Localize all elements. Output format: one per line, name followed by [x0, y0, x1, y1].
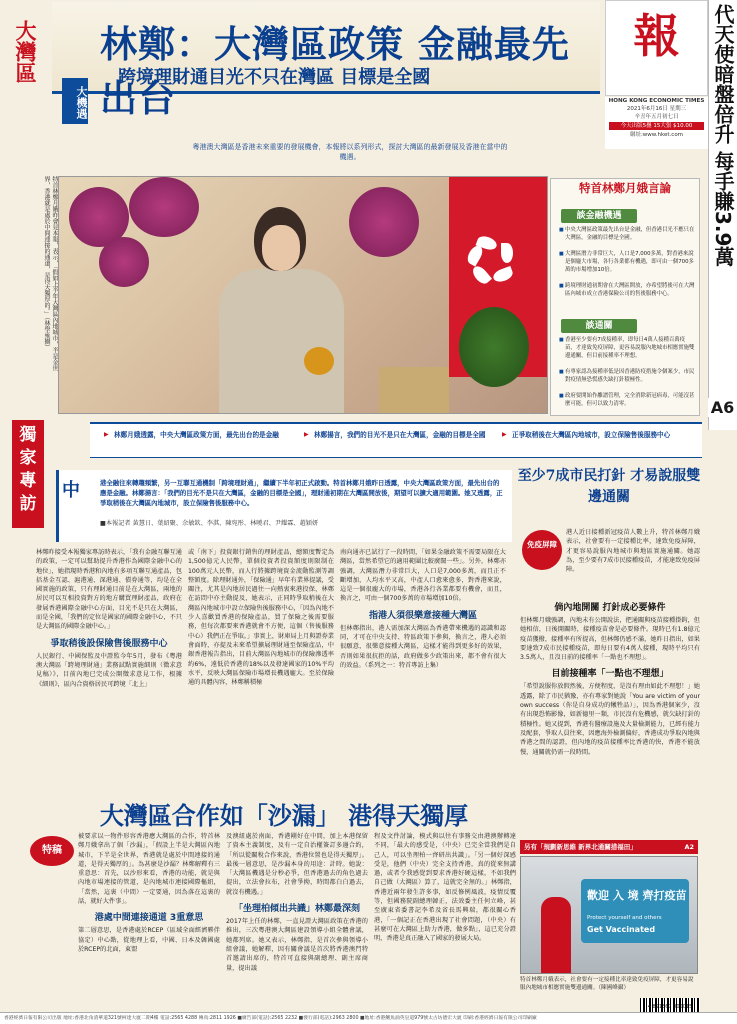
quote-section-border: 談通關	[561, 319, 637, 333]
article-paragraph: 南向通亦已試行了一段時間，「如果金融政策不需要局限在大灣區，當然希望它的適用範圍比較廣闊一些」。另外，林鄭亦強調，大灣區潛力非常巨大，人口是7,000多萬，而且正不斷增加，人均水平又高，中產人口愈來愈多，對香港來說，這是一個很龐大的市場，香港各行各業都要有機會，而且，換言之，可由一個700多萬的市場增加10倍。	[340, 549, 506, 603]
quote-item: ■ 香港至少要有7成接種率，即每日4萬人接種百萬疫苗，才達致免疫屏障，更容易說服內地城市相應實施雙邊通關，但目前接種率不理想。	[559, 337, 695, 360]
article-paragraph: 人民銀行、中國保監及中證監今年5月，發布《粵港澳大灣區「跨境理財通」業務試點實施細則（徵求意見稿）》，目前內地已完成公開徵求意見工作，根據《細則》，區內合資格居民可跨境「北上」	[36, 652, 182, 688]
quote-item: ■ 大灣區潛力非常巨大，人口是7,000多萬，對香港來說是個龐大市場，各行各業都有機遇，即可由一個700多萬的市場增加10倍。	[559, 251, 695, 274]
lead-text: 港全融往來轉趨頻繁，另一互聯互通機制「跨境理財通」，繼續下半年初正式啟動。特首林鄭月娥昨日透露，中央大灣區政策方面，最先出台的應是金融。林鄭揚言：「我們的目光不是只在大灣區，金融的目標是全國」，理財通初期在大灣區開放後，期望可以擴大適用範圍。她又透露，正爭取稍後在大灣區內地城市，設立保險售後服務中心。	[100, 479, 503, 507]
issue-date: 2021年6月16日 星期三	[626, 106, 687, 112]
article-column	[36, 548, 182, 689]
sign-text: Get Vaccinated	[587, 925, 656, 934]
side-subhead: 目前接種率「一點也不理想」	[551, 669, 669, 680]
page-subheadline: 跨境理財通目光不只在灣區 目標是全國	[118, 67, 431, 88]
feature-paragraph: 程及文件討論，模式與以往有事務交由港澳辦轉達不同，「最大的感受是，（中央）已完全當我們是自己人，可以坐理柏一齊研出共識」。「另一個好深感受是，他們（中央）完全支持香港，真的從來無講過，或者令我感覺到要求香港好硬這樣，不如我們自己做（大灣區）算了，這就完全無的。」林鄭指，香港近兩年發生許多事，如反修例風波，疫情反覆等，但國務院副總理韓正，法效委主任何立峰，甚至廣東省委書記李希及省長馬興瑞，都很關心香港，「一個記正在香港出現了社會問題，（中央）有甚麼可在大灣區上助力香港，做多點」，這已充分證明，香港是真正融入了國家的發展大局。	[374, 833, 516, 943]
column-tag: 大機遇	[62, 78, 88, 124]
publisher-footer: 香港經濟日報有限公司出版 地址:香港北角渣華道321號柯達大廈二期4樓 電話:2565 4288 傳真:2811 1926 ■廣告部(電話):2565 2232 ■發行部(電話):2963 2800 ■地址:香港鰂魚涌英皇道979號太古坊德宏大廈 印刷:香港經濟日報有限公司印刷廠	[0, 1012, 737, 1024]
feature-badge: 特稿	[30, 836, 74, 866]
chair	[379, 367, 449, 414]
article-subhead: 爭取稍後設保險售後服務中心	[50, 638, 168, 649]
hourglass-object	[304, 347, 334, 375]
article-paragraph: 林鄭昨接受本報獨家專訪時表示，「我有金融互聯互通的政策，一定可以幫助提升香港作為國際金融中心的地位」，她指現時香港和內地有多項互聯互通產品，包括基金互認、滬港通、深港通、債券通等，均是在全國實施的政策，只有理財通目前是在大灣區，兩地的居民可以互相投資對方的地方購買理財產品，政府在發展香港國際金融中心方面，目光不是只在大灣區，而是全國，「我們的定位是國家的國際金融中心，不只是大灣區的國際金融中心。」	[36, 549, 182, 631]
teaser-page-ref: A6	[708, 398, 737, 417]
feature-column	[226, 832, 368, 973]
newspaper-english-name: HONG KONG ECONOMIC TIMES	[608, 98, 705, 104]
summary-item: ▶ 正爭取稍後在大灣區內地城市，設立保險售後服務中心	[502, 430, 694, 440]
column-logo-text: 大灣區	[13, 20, 38, 83]
series-intro: 粵港澳大灣區是香港未來重要的發展機會，本報將以系列形式，探討大灣區的最新發展及香港在當中的機遇。	[192, 143, 508, 161]
teaser-strip[interactable]: 代天使暗盤倍升 每手賺3.9萬	[708, 0, 737, 430]
quote-section-finance: 談金融機遇	[561, 209, 637, 223]
page-headline: 林鄭：大灣區政策 金融最先出台	[100, 22, 570, 120]
flower-decoration	[99, 237, 149, 287]
related-story-text[interactable]: 另有「規劃新思維 新界北通關措福田」	[524, 843, 637, 851]
quote-item: ■ 跨境理財通初期會在大灣區開放，亦希望將後可在大灣區內城市成立香港保險公司的售後服務中心。	[559, 283, 695, 299]
feature-paragraph: 被要求以一物件形容香港應大灣區的合作，特首林鄭月娥拿出了個「沙漏」，「假設上半是大灣區內地城市，下半是全世界，香港就是處於中間連接的通道，是得天獨厚的」。為甚麼是沙漏？林鄭解釋有三重意思：首先，以沙形來看，香港的功能，就是與內地市場連接的管道，是內地城市連接國際樞紐，「當然，這裏（中間）一定要通，因為落在這裏的話，就好大件事」。	[78, 833, 220, 906]
barcode-number: 4 891367 000015	[647, 1004, 693, 1010]
issue-price: 今天出版5疊 15大張 $10.00	[609, 122, 704, 130]
newspaper-logo: 報	[633, 9, 680, 63]
plant	[459, 307, 529, 387]
side-subhead: 倘內地開關 打針成必要條件	[554, 603, 666, 613]
article-subhead: 指港人須很樂意接種大灣區	[368, 610, 477, 621]
article-paragraph: 或「南下」投資銀行銷售的理財產品，總額度暫定為1,500億元人民幣，單個投資者投資額度則限制在100萬元人民幣，而人行將據跨境資金流動監測等調整額度。除理財通外，「保險通」早年有業界提議，受關注，尤其是內地居民過往一向熱衷來港投保，林鄭在訪問中亦主動提及，她表示，正同時爭取稍後在大灣區內地城市中設立保險售後服務中心，「因為內地不少人喜歡買香港的保險產品，買了保險之後需要服務，但每次都要來香港就會不方便，這個（售後服務中心）我們正在爭取。」事實上，財庫局上月與證券業會面時，亦提及未來希望擴展理財通至保險產品，中銀香港報告指出，目前大灣區內地城市的保險滲透率約6%，遠低於香港的18%以及發達國家的10%平均水平，反映大灣區保險市場增長機遇龐大。至於保險通的具體內容，林鄭稱積極	[188, 549, 334, 687]
article-paragraph: 但林鄭指出，港人需加深大灣區為香港帶來機遇的認識和認同，才可在中央支持、特區政策下參與，換言之，港人必須很願意，很樂意接種大灣區，這樣才能得到更多好的效果，否則如果很抗拒的話，政府做多少政策出來，都不會有很大的效益。（系列之一：特首專訪上集）	[340, 624, 506, 669]
flower-decoration	[129, 177, 199, 237]
photo2-caption: 特首林鄭月娥表示，社會要有一定接種比率達致免疫屏障，才更容易說服內地城市相應實施雙邊通關。（陳國峰攝）	[520, 977, 694, 991]
side-story-intro	[566, 528, 700, 574]
feature-paragraph: 第二層意思，是香港處於RCEP（區域全面經濟夥伴協定）中心點，從地理上看，中國、日本及韓國處於RCEP的北面，東盟	[78, 927, 220, 953]
side-paragraph: 但林鄭月娥強調，內地未有公開說法，把通關與疫苗接種掛鈎，但她相信，日後開關時，接種疫苗會是必要條件。現時已有1.8億元疫苗獲撥，接種率有所提高，但林鄭仍感不滿，她昨日指出，如果要達致7成市民接種疫苗，即每日要有4萬人接種，現時平均只有3.5萬人，且沒日前的接種率「一點也不理想」。	[520, 617, 700, 662]
quote-item: ■ 有專家認為接種率低是因香港防疫措施令個案少，市民對疫情無恐慌感失缺打針積極性。	[559, 369, 695, 385]
main-photo	[58, 176, 548, 414]
sign-text: Protect yourself and others	[587, 915, 662, 921]
quote-box	[550, 178, 700, 416]
related-story-page: A2	[684, 843, 694, 851]
article-column	[340, 548, 506, 670]
feature-paragraph: 2017年上任的林鄭，一直見證大灣區政策在香港的推出，三次粵港澳大灣區建設領導小組全體會議，她都列席。她又表示，林鄭指，是首次參與領導小組會議，她解釋，因有關會議是首次將香港澳門特首邀請出席的，特首可直接與副總理、副主席商量，提出議	[226, 918, 368, 972]
newspaper-nameplate	[605, 0, 708, 96]
column-logo	[14, 20, 62, 120]
exclusive-tag: 獨家專訪	[12, 420, 44, 528]
feature-column	[374, 832, 516, 944]
feature-column	[78, 832, 220, 954]
website[interactable]: 網址:www.hket.com	[629, 132, 684, 138]
newspaper-info	[605, 97, 708, 149]
feature-subhead: 「坐理柏傾出共識」林鄭最深刻	[233, 904, 360, 915]
photo-caption: 特首林鄭月娥昨會見本報，表示，「假如上半年大灣區內地城市，半是金世界，香港就是處於中間連接的通道，是得天獨厚的。」（林學雍攝）	[43, 176, 58, 371]
quote-item: ■ 中央大灣區政策最先出台是金融，但香港目光不應只在大灣區，金融的目標是全國。	[559, 227, 695, 243]
lead-dropcap: 中	[62, 480, 80, 501]
side-story-badge: 免疫屏障	[522, 530, 562, 570]
side-story-body	[520, 596, 700, 757]
summary-item: ▶ 林鄭揚言，我們的目光不是只在大灣區，金融的目標是全國	[304, 430, 496, 440]
sign-text: 歡迎 入 境 齊打疫苗	[587, 889, 687, 902]
article-column	[188, 548, 334, 687]
summary-item: ▶ 林鄭月娥透露，中央大灣區政策方面，最先出台的是金融	[104, 430, 296, 440]
lunar-date: 辛丑年五月初七日	[634, 114, 679, 120]
feature-subhead: 港處中間連接通道 3重意思	[94, 913, 204, 924]
side-paragraph: 港人近日接種新冠疫苗人數上升，特首林鄭月娥表示，社會要有一定接種比率，達致免疫屏障，才更容易說服內地城市與地區實施通關。她認為，至少要有7成市民接種疫苗，才能達致免疫屏障。	[566, 529, 700, 574]
side-paragraph: 「希望說服你放假然後，方便程度，是沒有理由如此不理想！」她透露，除了市民猶豫，亦有專家對她說「You are victim of your own success（你是自身成功的犧牲品）」，因為香港個案少，沒有出現恐怖影像，如新德里一類，市民沒有危機感，就欠缺打針的積極性。她又提到，香港有醫療設施及大量檢測能力，已經有能力及配套，爭取人員往來，因應海外檢測偏好，香港成功爭取內地與香港之間的認證，但內地的疫苗接種率比香港的快，香港不能放慢，通關就仍需一段時間。	[520, 683, 700, 756]
summary-bar	[90, 422, 702, 458]
reporter-credits: ■本報記者 黃慧日、葉紹聚、余敏欽、李淇、陳宛彤、林曉君、尹耀霖、趙穎妍	[100, 520, 319, 527]
person	[541, 897, 571, 974]
flower-decoration	[349, 187, 419, 257]
side-story-title: 至少7成市民打針 才易說服雙邊通關	[517, 468, 701, 505]
quote-item: ■ 政府要開始作離譜管理，完全消除新冠病毒，可能沒甚麼可能，但可以致力清零。	[559, 393, 695, 409]
feature-title: 大灣區合作如「沙漏」 港得天獨厚	[99, 801, 469, 830]
person	[209, 207, 349, 414]
feature-paragraph: 及澳紐處於南面，香港剛好在中間，加上本港保留了資本主義制度，及有一定自治權簽訂多邊合約，「所以從關稅合作來說，香港位置也是得天獨厚」。最後一層意思，是沙漏本身的用途：計時。她說：「大灣區機遇是分秒必爭，但香港過去的角色過去提出，立法會拉布，社會爭拗，時間都白白過去，就沒有機遇。」	[226, 833, 368, 896]
quote-box-title: 特首林鄭月娥言論	[579, 181, 671, 195]
related-story-link[interactable]	[520, 840, 698, 854]
vaccine-photo	[520, 856, 698, 974]
